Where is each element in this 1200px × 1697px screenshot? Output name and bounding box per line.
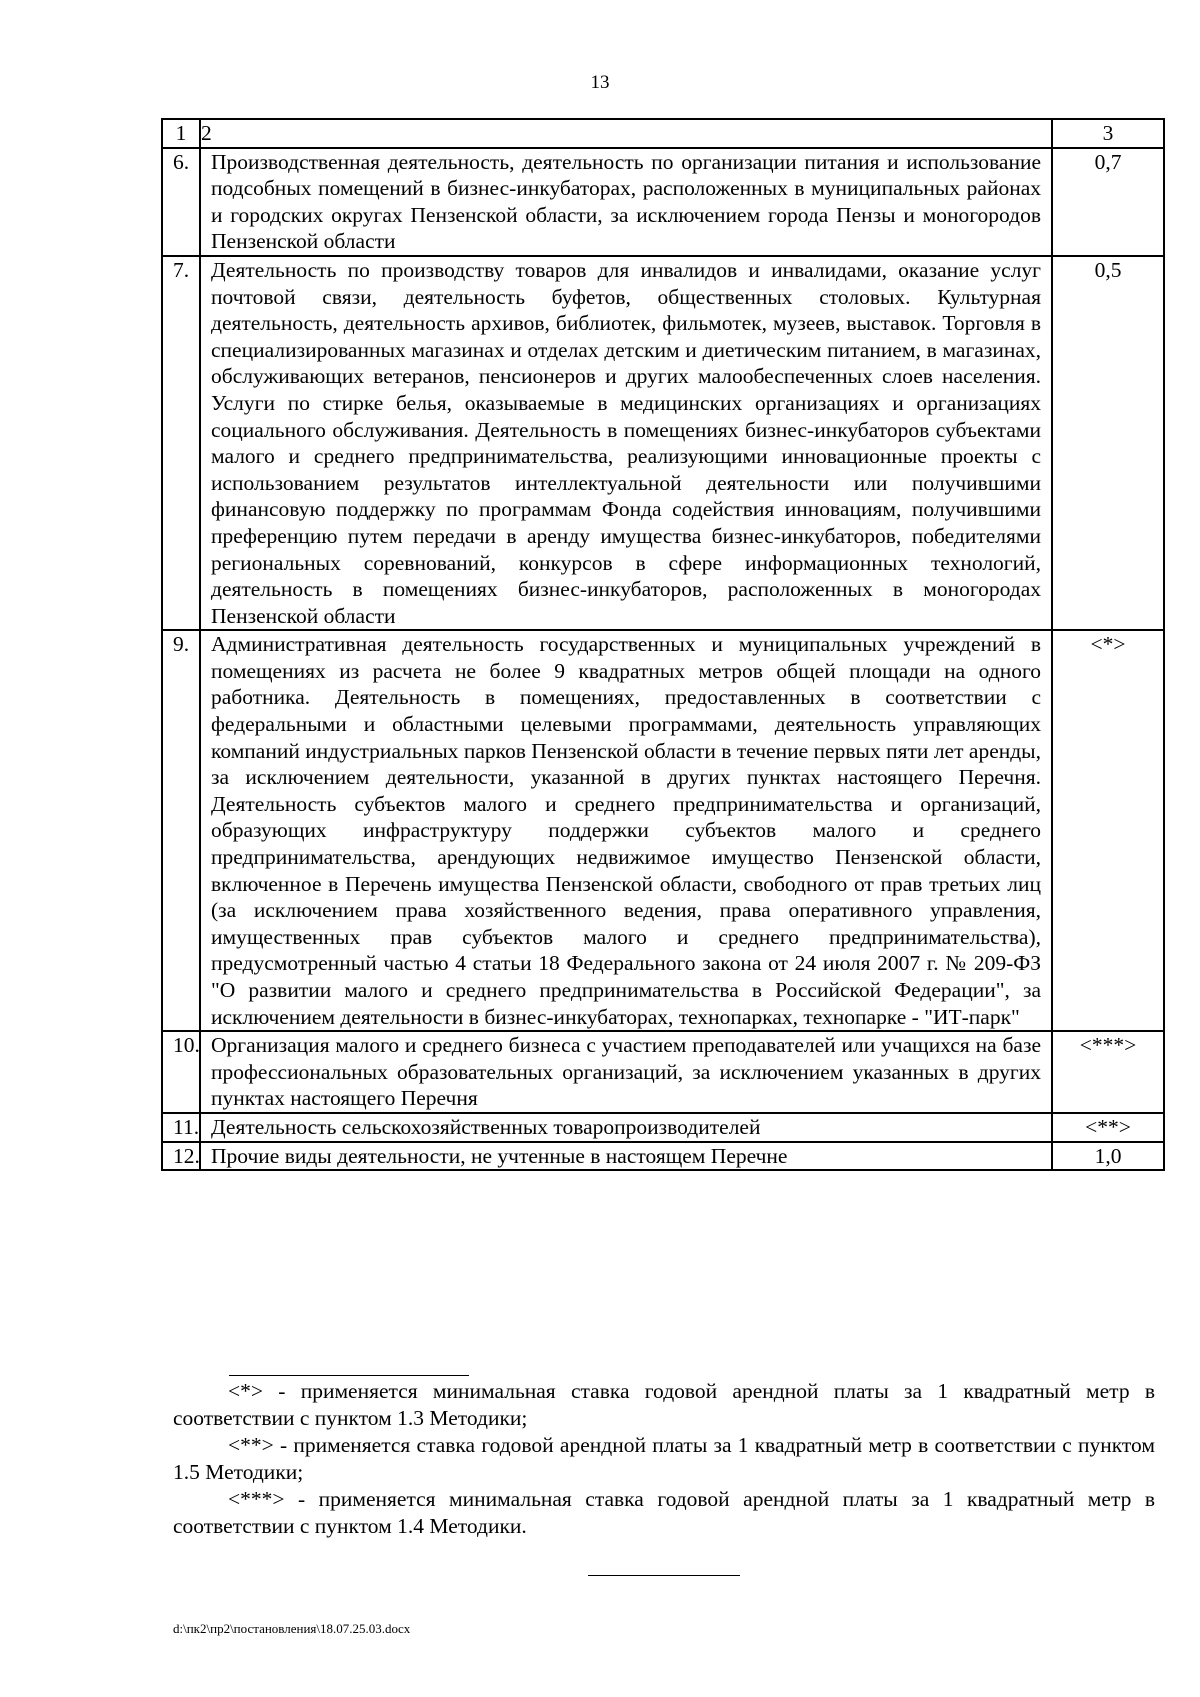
row-text: Организация малого и среднего бизнеса с участием преподавателей или учащихся на базе профессиональных образовательных организаций, за исключением указанных в других пунктах настоящего Перечня — [200, 1031, 1052, 1113]
file-path: d:\пк2\пр2\постановления\18.07.25.03.docx — [173, 1621, 411, 1636]
page-number: 13 — [590, 72, 610, 93]
row-number: 9. — [162, 630, 200, 1031]
end-divider — [588, 1575, 740, 1576]
footnote-one-star: <*> - применяется минимальная ставка годовой арендной платы за 1 квадратный метр в соответствии с пунктом 1.3 Методики; — [173, 1379, 1155, 1430]
table-row — [162, 1142, 1164, 1171]
header-cell-num: 1 — [162, 119, 200, 148]
row-rate: 0,5 — [1052, 256, 1164, 630]
row-number: 7. — [162, 256, 200, 630]
row-number: 12. — [162, 1142, 200, 1171]
header-cell-rate: 3 — [1052, 119, 1164, 148]
footnote-three-stars: <***> - применяется минимальная ставка годовой арендной платы за 1 квадратный метр в соответствии с пунктом 1.4 Методики. — [173, 1487, 1155, 1538]
footnote-two-stars: <**> - применяется ставка годовой арендной платы за 1 квадратный метр в соответствии с пунктом 1.5 Методики; — [173, 1433, 1155, 1484]
row-rate: <**> — [1052, 1113, 1164, 1142]
row-rate: <***> — [1052, 1031, 1164, 1113]
row-number: 11. — [162, 1113, 200, 1142]
row-rate: 0,7 — [1052, 148, 1164, 256]
row-number: 6. — [162, 148, 200, 256]
header-cell-text: 2 — [200, 119, 1052, 148]
row-number: 10. — [162, 1031, 200, 1113]
row-text: Производственная деятельность, деятельность по организации питания и использование подсобных помещений в бизнес-инкубаторах, расположенных в муниципальных районах и городских округах Пензенской области, за исключением города Пензы и моногородов Пензенской области — [200, 148, 1052, 256]
rates-table — [161, 118, 1165, 1171]
row-rate: 1,0 — [1052, 1142, 1164, 1171]
row-text: Прочие виды деятельности, не учтенные в настоящем Перечне — [200, 1142, 1052, 1171]
table-row — [162, 1031, 1164, 1113]
table-row — [162, 256, 1164, 630]
table-header-row — [162, 119, 1164, 148]
row-text: Деятельность сельскохозяйственных товаропроизводителей — [200, 1113, 1052, 1142]
footnotes — [173, 1378, 1155, 1540]
table-row — [162, 630, 1164, 1031]
row-rate: <*> — [1052, 630, 1164, 1031]
table-row — [162, 1113, 1164, 1142]
footnote-divider — [229, 1375, 469, 1376]
row-text: Деятельность по производству товаров для инвалидов и инвалидами, оказание услуг почтовой связи, деятельность буфетов, общественных столовых. Культурная деятельность, деятельность архивов, библиотек, фильмотек, музеев, выставок. Торговля в специализированных магазинах и отделах детским и диетическим питанием, в магазинах, обслуживающих ветеранов, пенсионеров и других малообеспеченных слоев населения. Услуги по стирке белья, оказываемые в медицинских организациях и организациях социального обслуживания. Деятельность в помещениях бизнес-инкубаторов субъектами малого и среднего предпринимательства, реализующими инновационные проекты с использованием результатов интеллектуальной деятельности или получившими финансовую поддержку по программам Фонда содействия инновациям, получившими преференцию путем передачи в аренду имущества бизнес-инкубаторов, победителями региональных соревнований, конкурсов в сфере информационных технологий, деятельность в помещениях бизнес-инкубаторов, расположенных в моногородах Пензенской области — [200, 256, 1052, 630]
row-text: Административная деятельность государственных и муниципальных учреждений в помещениях из расчета не более 9 квадратных метров общей площади на одного работника. Деятельность в помещениях, предоставленных в соответствии с федеральными и областными целевыми программами, деятельность управляющих компаний индустриальных парков Пензенской области в течение первых пяти лет аренды, за исключением деятельности, указанной в других пунктах настоящего Перечня. Деятельность субъектов малого и среднего предпринимательства и организаций, образующих инфраструктуру поддержки субъектов малого и среднего предпринимательства, арендующих недвижимое имущество Пензенской области, включенное в Перечень имущества Пензенской области, свободного от прав третьих лиц (за исключением права хозяйственного ведения, права оперативного управления, имущественных прав субъектов малого и среднего предпринимательства), предусмотренный частью 4 статьи 18 Федерального закона от 24 июля 2007 г. № 209-ФЗ "О развитии малого и среднего предпринимательства в Российской Федерации", за исключением деятельности в бизнес-инкубаторах, технопарках, технопарке - "ИТ-парк" — [200, 630, 1052, 1031]
table-row — [162, 148, 1164, 256]
